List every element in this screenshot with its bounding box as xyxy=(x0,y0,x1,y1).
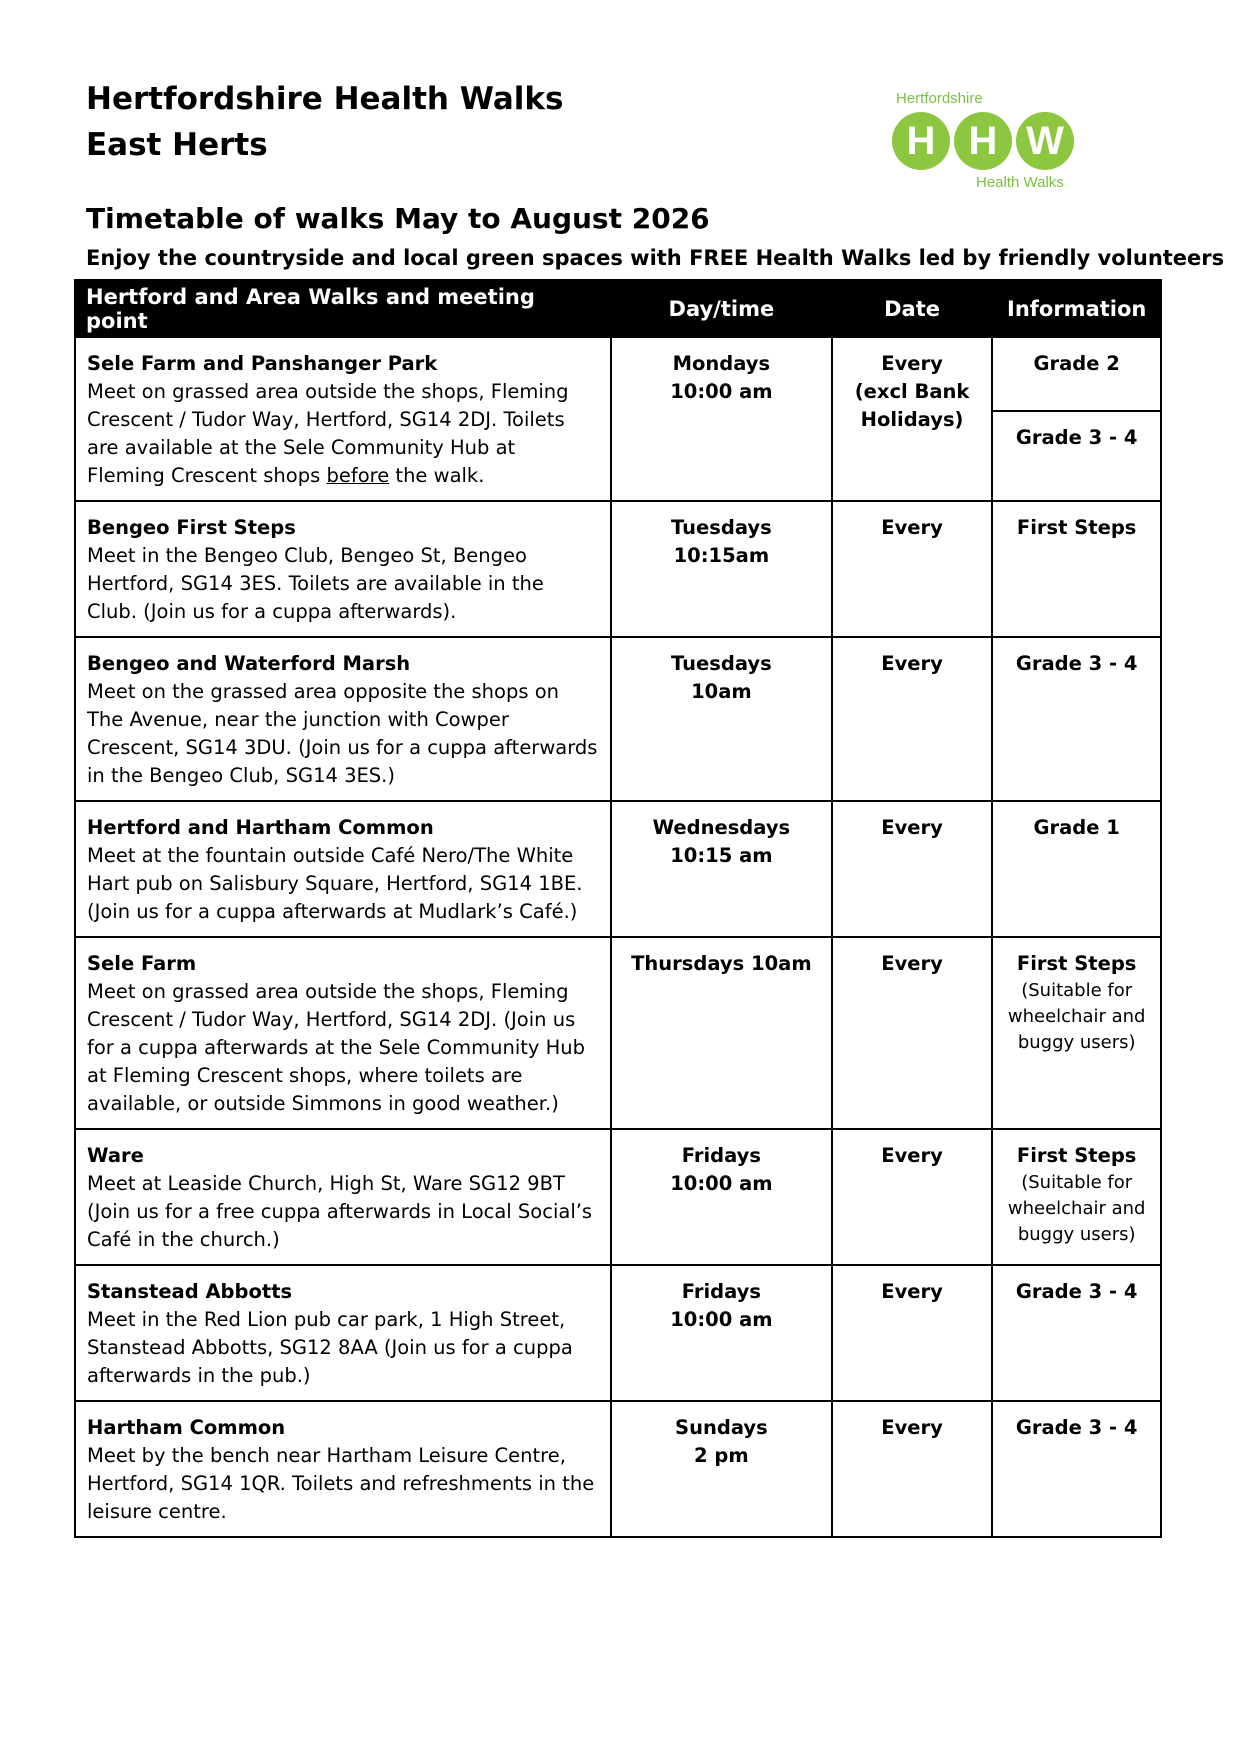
walk-name: Bengeo and Waterford Marsh xyxy=(87,652,411,675)
walk-day: Mondays xyxy=(672,352,771,375)
walk-time: 10:15 am xyxy=(670,844,773,867)
info-cell: Grade 3 - 4 xyxy=(992,1265,1161,1401)
hhw-logo xyxy=(890,86,1090,196)
logo-letter-h2: H xyxy=(954,112,1012,170)
logo-letter-w: W xyxy=(1016,112,1074,170)
table-row xyxy=(75,801,1161,937)
daytime-cell xyxy=(611,501,832,637)
daytime-cell: Thursdays 10am xyxy=(611,937,832,1129)
walk-time: 10:00 am xyxy=(670,1172,773,1195)
date-cell: Every xyxy=(832,1265,993,1401)
walk-name: Stanstead Abbotts xyxy=(87,1280,293,1303)
date-cell xyxy=(832,337,993,501)
walk-name: Hartham Common xyxy=(87,1416,286,1439)
date-cell: Every xyxy=(832,1401,993,1537)
walk-name: Bengeo First Steps xyxy=(87,516,296,539)
walk-time: 10:00 am xyxy=(670,380,773,403)
walk-date-note: Holidays) xyxy=(860,408,964,431)
walk-description: Meet on the grassed area opposite the shops on The Avenue, near the junction with Cowper Crescent, SG14 3DU. (Join us for a cuppa afterwards in the Bengeo Club, SG14 3ES.) xyxy=(87,680,598,787)
walk-description: Meet at the fountain outside Café Nero/The White Hart pub on Salisbury Square, Hertford, SG14 1BE. (Join us for a cuppa afterwards at Mudlark’s Café.) xyxy=(87,844,583,923)
info-note: (Suitable for wheelchair and buggy users) xyxy=(1007,980,1146,1053)
info-label: First Steps xyxy=(1016,1144,1137,1167)
info-note: (Suitable for wheelchair and buggy users) xyxy=(1007,1172,1146,1245)
walk-name: Sele Farm xyxy=(87,952,197,975)
walk-day: Tuesdays xyxy=(671,516,772,539)
walk-date-note: (excl Bank xyxy=(854,380,970,403)
walk-description: Meet in the Red Lion pub car park, 1 High Street, Stanstead Abbotts, SG12 8AA (Join us for a cuppa afterwards in the pub.) xyxy=(87,1308,573,1387)
daytime-cell xyxy=(611,1129,832,1265)
walks-timetable xyxy=(74,279,1162,1538)
walk-description: Meet in the Bengeo Club, Bengeo St, Bengeo Hertford, SG14 3ES. Toilets are available in the Club. (Join us for a cuppa afterwards). xyxy=(87,544,544,623)
daytime-cell xyxy=(611,1401,832,1537)
header-date: Date xyxy=(832,280,993,337)
date-cell: Every xyxy=(832,937,993,1129)
walk-day: Tuesdays xyxy=(671,652,772,675)
timetable-subtitle: Timetable of walks May to August 2026 xyxy=(86,202,710,235)
table-row xyxy=(75,1401,1161,1537)
walk-description: Meet at Leaside Church, High St, Ware SG12 9BT (Join us for a free cuppa afterwards in Local Social’s Café in the church.) xyxy=(87,1172,593,1251)
walk-time: 10:15am xyxy=(673,544,770,567)
document-area-title: East Herts xyxy=(86,127,268,163)
info-cell: Grade 3 - 4 xyxy=(992,411,1161,501)
walk-cell xyxy=(75,337,611,501)
logo-top-text: Hertfordshire xyxy=(896,90,983,107)
info-cell: Grade 2 xyxy=(992,337,1161,411)
walk-day: Wednesdays xyxy=(652,816,791,839)
walk-time: 2 pm xyxy=(694,1444,749,1467)
daytime-cell xyxy=(611,637,832,801)
walk-name: Hertford and Hartham Common xyxy=(87,816,434,839)
header-walks: Hertford and Area Walks and meeting point xyxy=(75,280,611,337)
walk-day: Fridays xyxy=(681,1280,761,1303)
logo-bottom-text: Health Walks xyxy=(976,174,1064,191)
daytime-cell xyxy=(611,1265,832,1401)
info-cell xyxy=(992,1129,1161,1265)
walk-time: 10:00 am xyxy=(670,1308,773,1331)
date-cell: Every xyxy=(832,801,993,937)
walk-day: Sundays xyxy=(675,1416,768,1439)
walk-date: Every xyxy=(881,352,943,375)
walk-cell xyxy=(75,637,611,801)
info-cell: First Steps xyxy=(992,501,1161,637)
info-cell: Grade 3 - 4 xyxy=(992,637,1161,801)
walk-description: Meet on grassed area outside the shops, Fleming Crescent / Tudor Way, Hertford, SG14 2DJ. Toilets are available at the Sele Community Hub at Fleming Crescent shops before the walk. xyxy=(87,380,569,487)
header-daytime: Day/time xyxy=(611,280,832,337)
date-cell: Every xyxy=(832,501,993,637)
table-row xyxy=(75,1129,1161,1265)
info-cell xyxy=(992,937,1161,1129)
info-cell: Grade 1 xyxy=(992,801,1161,937)
tagline: Enjoy the countryside and local green spaces with FREE Health Walks led by friendly volunteers xyxy=(86,246,1225,270)
walk-description: Meet by the bench near Hartham Leisure Centre, Hertford, SG14 1QR. Toilets and refreshments in the leisure centre. xyxy=(87,1444,595,1523)
header-information: Information xyxy=(992,280,1161,337)
info-cell: Grade 3 - 4 xyxy=(992,1401,1161,1537)
walk-day: Fridays xyxy=(681,1144,761,1167)
date-cell: Every xyxy=(832,637,993,801)
walk-time: 10am xyxy=(691,680,752,703)
table-row xyxy=(75,637,1161,801)
walk-cell xyxy=(75,1265,611,1401)
walk-cell xyxy=(75,1129,611,1265)
logo-letter-h1: H xyxy=(892,112,950,170)
walk-cell xyxy=(75,937,611,1129)
table-row xyxy=(75,501,1161,637)
walk-name: Sele Farm and Panshanger Park xyxy=(87,352,438,375)
walk-name: Ware xyxy=(87,1144,144,1167)
daytime-cell xyxy=(611,801,832,937)
date-cell: Every xyxy=(832,1129,993,1265)
table-row xyxy=(75,337,1161,411)
table-row xyxy=(75,937,1161,1129)
walk-cell xyxy=(75,501,611,637)
table-header-row xyxy=(75,280,1161,337)
walk-description: Meet on grassed area outside the shops, Fleming Crescent / Tudor Way, Hertford, SG14 2DJ. (Join us for a cuppa afterwards at the Sele Community Hub at Fleming Crescent shops, where toilets are available, or outside Simmons in good weather.) xyxy=(87,980,586,1115)
document-title: Hertfordshire Health Walks xyxy=(86,81,564,117)
daytime-cell xyxy=(611,337,832,501)
walk-cell xyxy=(75,801,611,937)
info-label: First Steps xyxy=(1016,952,1137,975)
walk-cell xyxy=(75,1401,611,1537)
table-row xyxy=(75,1265,1161,1401)
